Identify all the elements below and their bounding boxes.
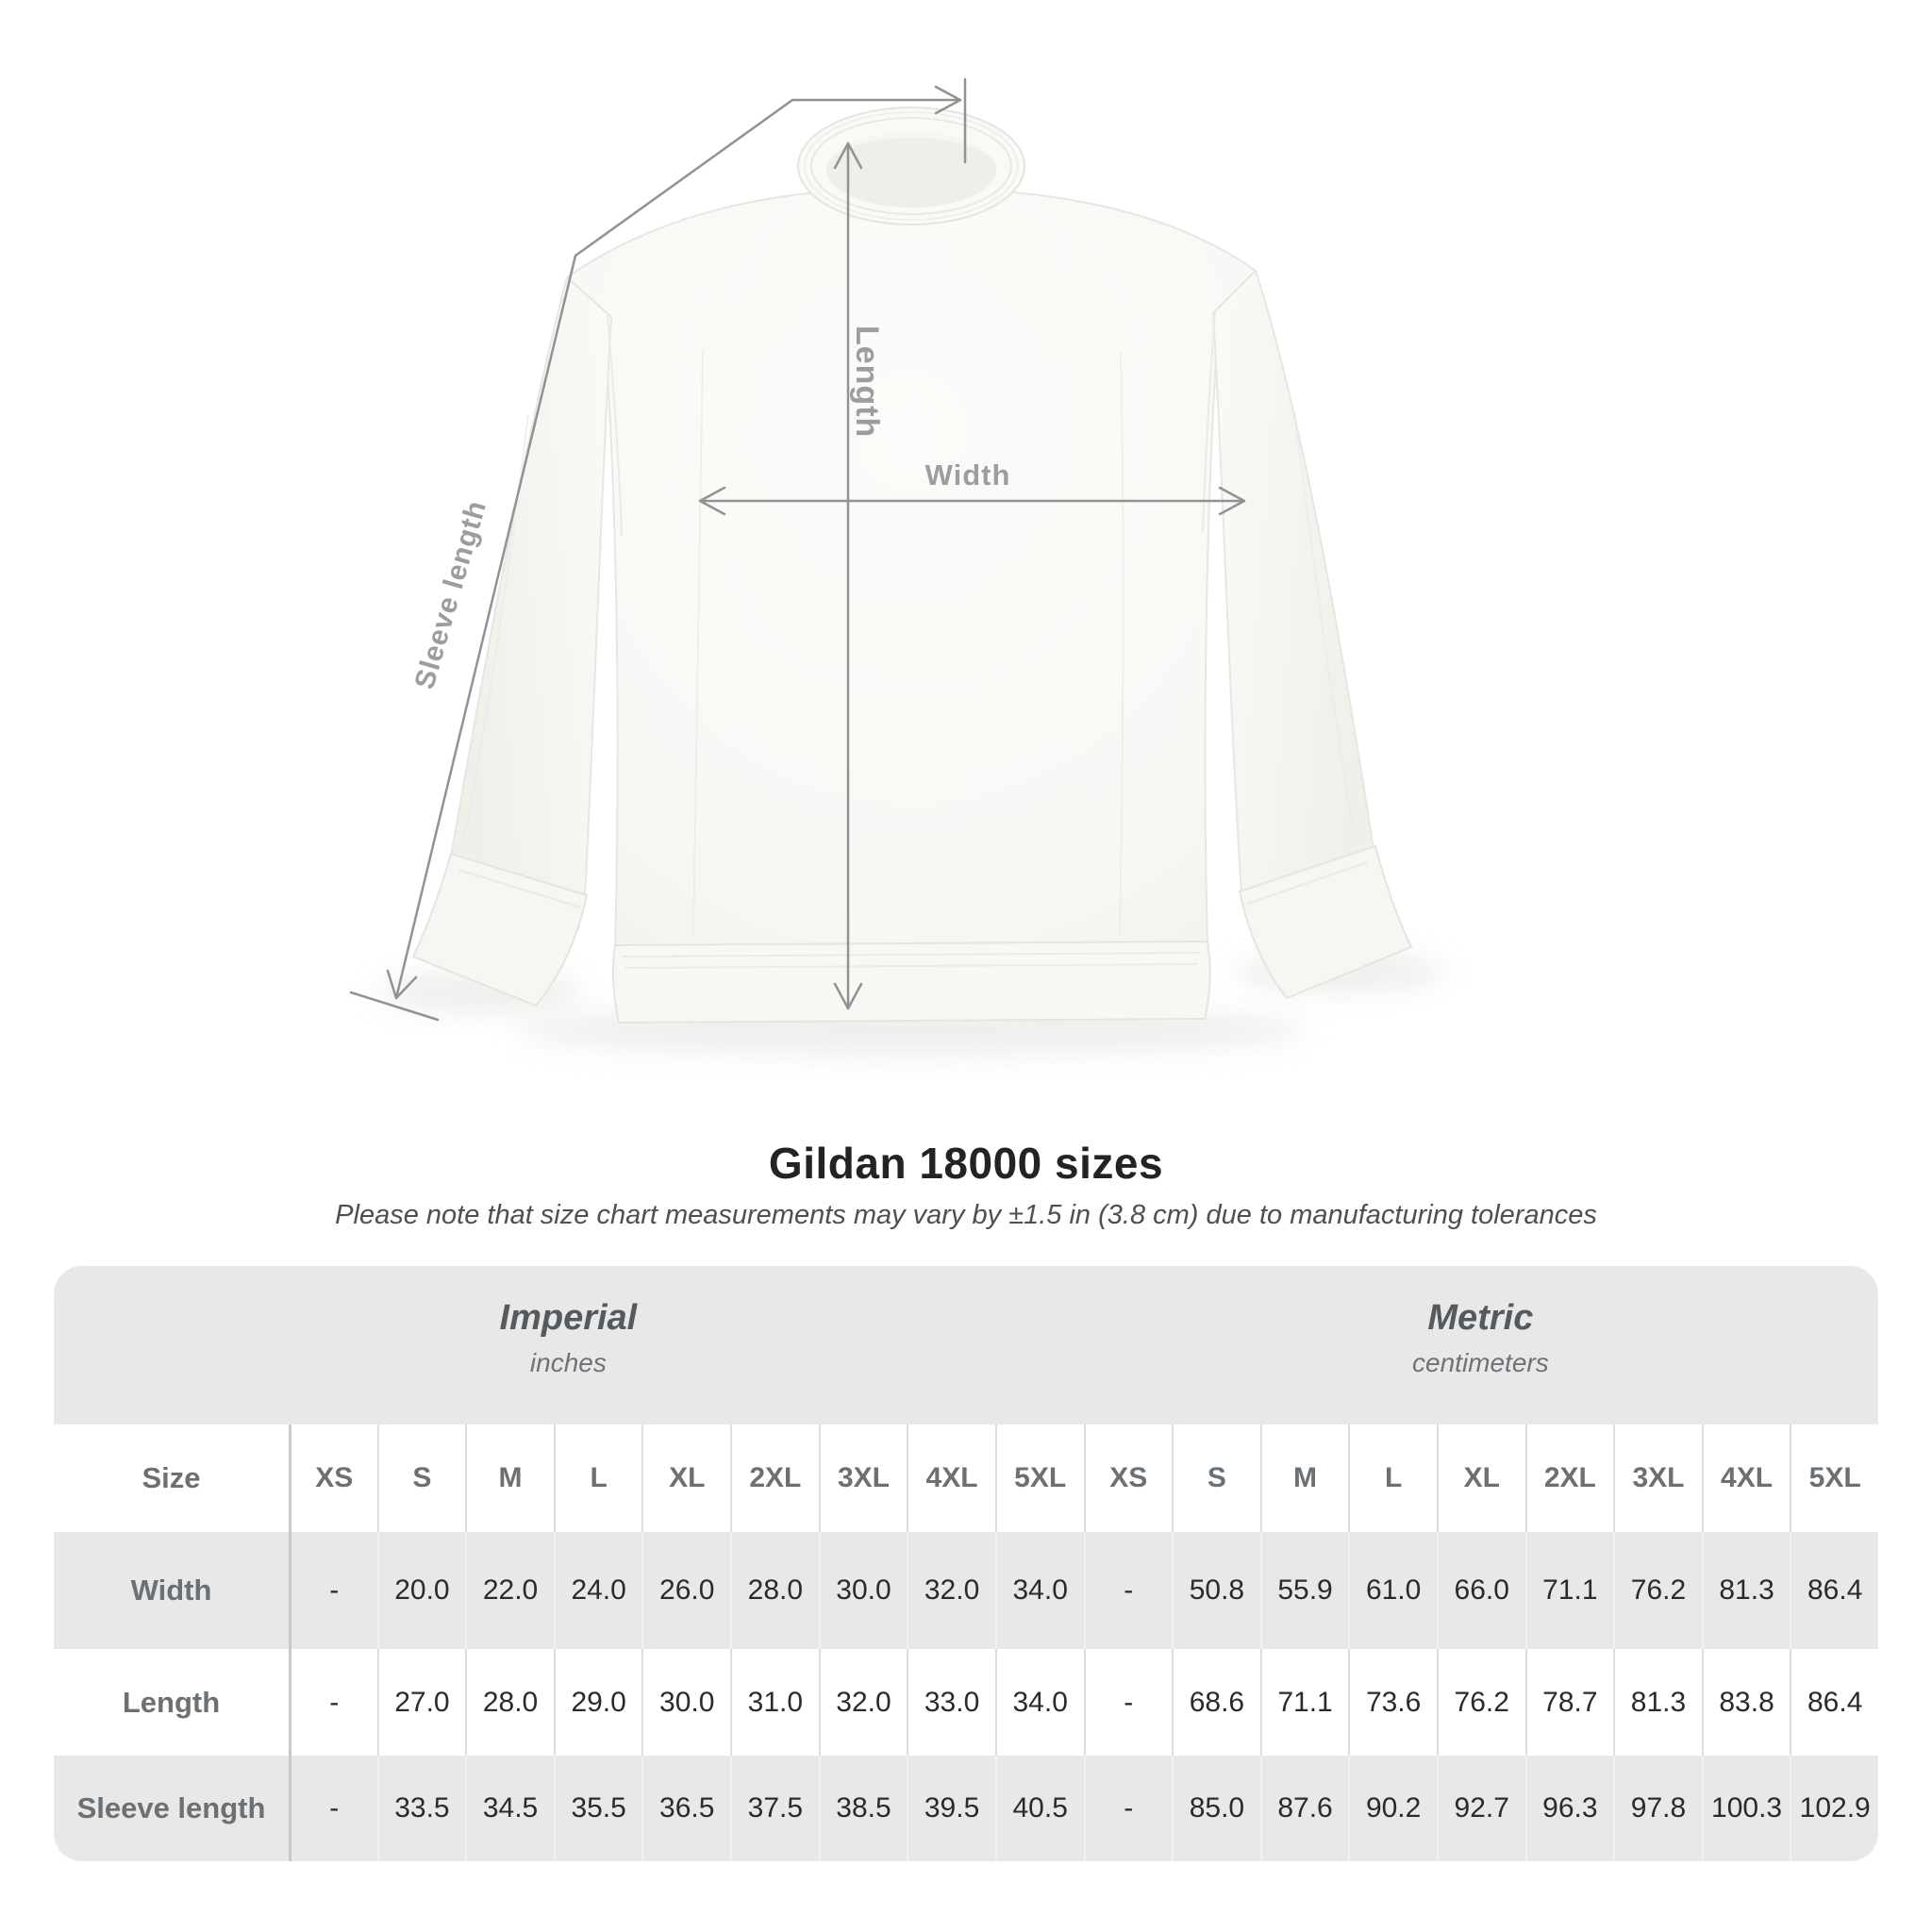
value-cell: 36.5 <box>641 1756 730 1861</box>
imperial-header-unit: inches <box>529 1348 607 1377</box>
value-cell: 87.6 <box>1260 1756 1349 1861</box>
metric-header-unit: centimeters <box>1412 1348 1549 1377</box>
unit-header-band <box>54 1266 1878 1424</box>
sleeve-measure-label: Sleeve length <box>408 496 493 693</box>
value-cell: 76.2 <box>1437 1649 1525 1756</box>
value-cell: 55.9 <box>1260 1532 1349 1649</box>
value-cell: 61.0 <box>1348 1532 1437 1649</box>
value-cell: - <box>1084 1532 1173 1649</box>
value-cell: 96.3 <box>1525 1756 1614 1861</box>
column-header-cell: 5XL <box>1790 1424 1878 1532</box>
value-cell: 26.0 <box>641 1532 730 1649</box>
value-cell: 71.1 <box>1525 1532 1614 1649</box>
value-cell: 83.8 <box>1702 1649 1790 1756</box>
value-cell: 81.3 <box>1613 1649 1702 1756</box>
column-header-cell: 4XL <box>907 1424 995 1532</box>
value-cell: 32.0 <box>819 1649 908 1756</box>
value-cell: 92.7 <box>1437 1756 1525 1861</box>
length-measure-label: Length <box>849 325 885 439</box>
imperial-header-title: Imperial <box>499 1298 638 1338</box>
column-header-cell: 3XL <box>819 1424 908 1532</box>
width-measure-label: Width <box>924 458 1011 491</box>
value-cell: 85.0 <box>1172 1756 1260 1861</box>
value-cell: 40.5 <box>995 1756 1084 1861</box>
value-cell: 73.6 <box>1348 1649 1437 1756</box>
value-cell: 90.2 <box>1348 1756 1437 1861</box>
value-cell: 102.9 <box>1790 1756 1878 1861</box>
value-cell: 78.7 <box>1525 1649 1614 1756</box>
value-cell: 24.0 <box>554 1532 642 1649</box>
value-cell: 29.0 <box>554 1649 642 1756</box>
value-cell: 27.0 <box>377 1649 466 1756</box>
value-cell: 39.5 <box>907 1756 995 1861</box>
value-cell: 30.0 <box>819 1532 908 1649</box>
column-header-cell: XL <box>641 1424 730 1532</box>
value-cell: - <box>289 1532 377 1649</box>
column-header-cell: S <box>1172 1424 1260 1532</box>
value-cell: 66.0 <box>1437 1532 1525 1649</box>
column-header-cell: 5XL <box>995 1424 1084 1532</box>
value-cell: 34.0 <box>995 1649 1084 1756</box>
value-cell: 20.0 <box>377 1532 466 1649</box>
value-cell: 35.5 <box>554 1756 642 1861</box>
sweatshirt-image <box>413 108 1411 1023</box>
column-header-cell: 4XL <box>1702 1424 1790 1532</box>
column-header-cell: L <box>554 1424 642 1532</box>
column-header-cell: XS <box>1084 1424 1173 1532</box>
value-cell: 28.0 <box>730 1532 819 1649</box>
value-cell: - <box>289 1756 377 1861</box>
value-cell: 37.5 <box>730 1756 819 1861</box>
value-cell: 97.8 <box>1613 1756 1702 1861</box>
size-table <box>54 1266 1878 1861</box>
column-header-cell: S <box>377 1424 466 1532</box>
sweatshirt-body <box>567 187 1256 949</box>
value-cell: 38.5 <box>819 1756 908 1861</box>
value-cell: 100.3 <box>1702 1756 1790 1861</box>
column-header-cell: M <box>465 1424 554 1532</box>
sweatshirt-sleeve-left <box>451 277 611 898</box>
value-cell: - <box>289 1649 377 1756</box>
metric-header-title: Metric <box>1427 1298 1534 1338</box>
value-cell: 33.5 <box>377 1756 466 1861</box>
column-header-cell: XL <box>1437 1424 1525 1532</box>
row-label-cell: Width <box>54 1532 289 1649</box>
imperial-header <box>54 1266 1083 1424</box>
value-cell: 31.0 <box>730 1649 819 1756</box>
value-cell: 34.0 <box>995 1532 1084 1649</box>
value-cell: 81.3 <box>1702 1532 1790 1649</box>
column-header-cell: 3XL <box>1613 1424 1702 1532</box>
metric-header <box>1083 1266 1878 1424</box>
page-subtitle: Please note that size chart measurements may vary by ±1.5 in (3.8 cm) due to manufacturing tolerances <box>335 1200 1597 1230</box>
value-cell: 50.8 <box>1172 1532 1260 1649</box>
row-label-cell: Length <box>54 1649 289 1756</box>
column-header-cell: 2XL <box>730 1424 819 1532</box>
column-header-cell: 2XL <box>1525 1424 1614 1532</box>
column-header-cell: L <box>1348 1424 1437 1532</box>
value-cell: 32.0 <box>907 1532 995 1649</box>
value-cell: 86.4 <box>1790 1532 1878 1649</box>
value-cell: 76.2 <box>1613 1532 1702 1649</box>
value-cell: 33.0 <box>907 1649 995 1756</box>
sweatshirt-collar <box>798 108 1024 225</box>
row-label-cell: Sleeve length <box>54 1756 289 1861</box>
page-title: Gildan 18000 sizes <box>768 1139 1164 1188</box>
row-label-cell: Size <box>54 1424 289 1532</box>
value-cell: - <box>1084 1649 1173 1756</box>
value-cell: 30.0 <box>641 1649 730 1756</box>
value-cell: 34.5 <box>465 1756 554 1861</box>
value-cell: 86.4 <box>1790 1649 1878 1756</box>
value-cell: 28.0 <box>465 1649 554 1756</box>
value-cell: - <box>1084 1756 1173 1861</box>
value-cell: 71.1 <box>1260 1649 1349 1756</box>
column-header-cell: XS <box>289 1424 377 1532</box>
value-cell: 68.6 <box>1172 1649 1260 1756</box>
value-cell: 22.0 <box>465 1532 554 1649</box>
column-header-cell: M <box>1260 1424 1349 1532</box>
size-table-grid <box>54 1424 1878 1861</box>
